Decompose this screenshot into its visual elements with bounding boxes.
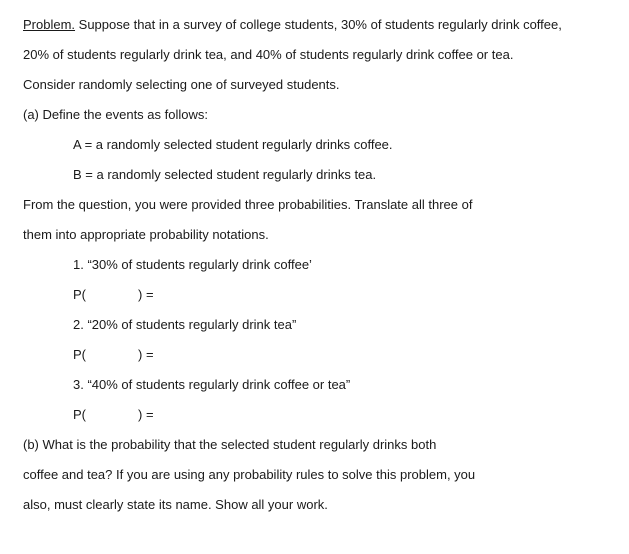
part-a-instruction-line-2: them into appropriate probability notations. xyxy=(23,227,269,242)
item-1-statement: 1. “30% of students regularly drink coffee’ xyxy=(73,257,312,272)
part-a-header: (a) Define the events as follows: xyxy=(23,107,208,122)
item-3-statement: 3. “40% of students regularly drink coffee or tea” xyxy=(73,377,351,392)
item-1-p-open: P( xyxy=(73,287,86,302)
item-2-p-close: ) = xyxy=(138,347,154,362)
item-3-p-close: ) = xyxy=(138,407,154,422)
part-a-instruction-line-1: From the question, you were provided three probabilities. Translate all three of xyxy=(23,197,473,212)
part-b-line-3: also, must clearly state its name. Show all your work. xyxy=(23,497,328,512)
item-3-p-open: P( xyxy=(73,407,86,422)
item-1-probability xyxy=(73,287,154,303)
problem-intro-line-3: Consider randomly selecting one of surveyed students. xyxy=(23,77,340,92)
event-a-definition: A = a randomly selected student regularly drinks coffee. xyxy=(73,137,393,152)
item-3-probability xyxy=(73,407,154,423)
item-1-p-close: ) = xyxy=(138,287,154,302)
problem-intro-text-1: Suppose that in a survey of college students, 30% of students regularly drink coffee, xyxy=(75,17,562,32)
problem-intro-line-2: 20% of students regularly drink tea, and 40% of students regularly drink coffee or tea. xyxy=(23,47,514,62)
part-b-line-2: coffee and tea? If you are using any probability rules to solve this problem, you xyxy=(23,467,476,482)
problem-intro-line-1 xyxy=(23,17,562,33)
item-2-probability xyxy=(73,347,154,363)
event-b-definition: B = a randomly selected student regularly drinks tea. xyxy=(73,167,377,182)
item-2-statement: 2. “20% of students regularly drink tea” xyxy=(73,317,297,332)
item-2-p-open: P( xyxy=(73,347,86,362)
part-b-line-1: (b) What is the probability that the selected student regularly drinks both xyxy=(23,437,437,452)
problem-label: Problem. xyxy=(23,17,76,32)
